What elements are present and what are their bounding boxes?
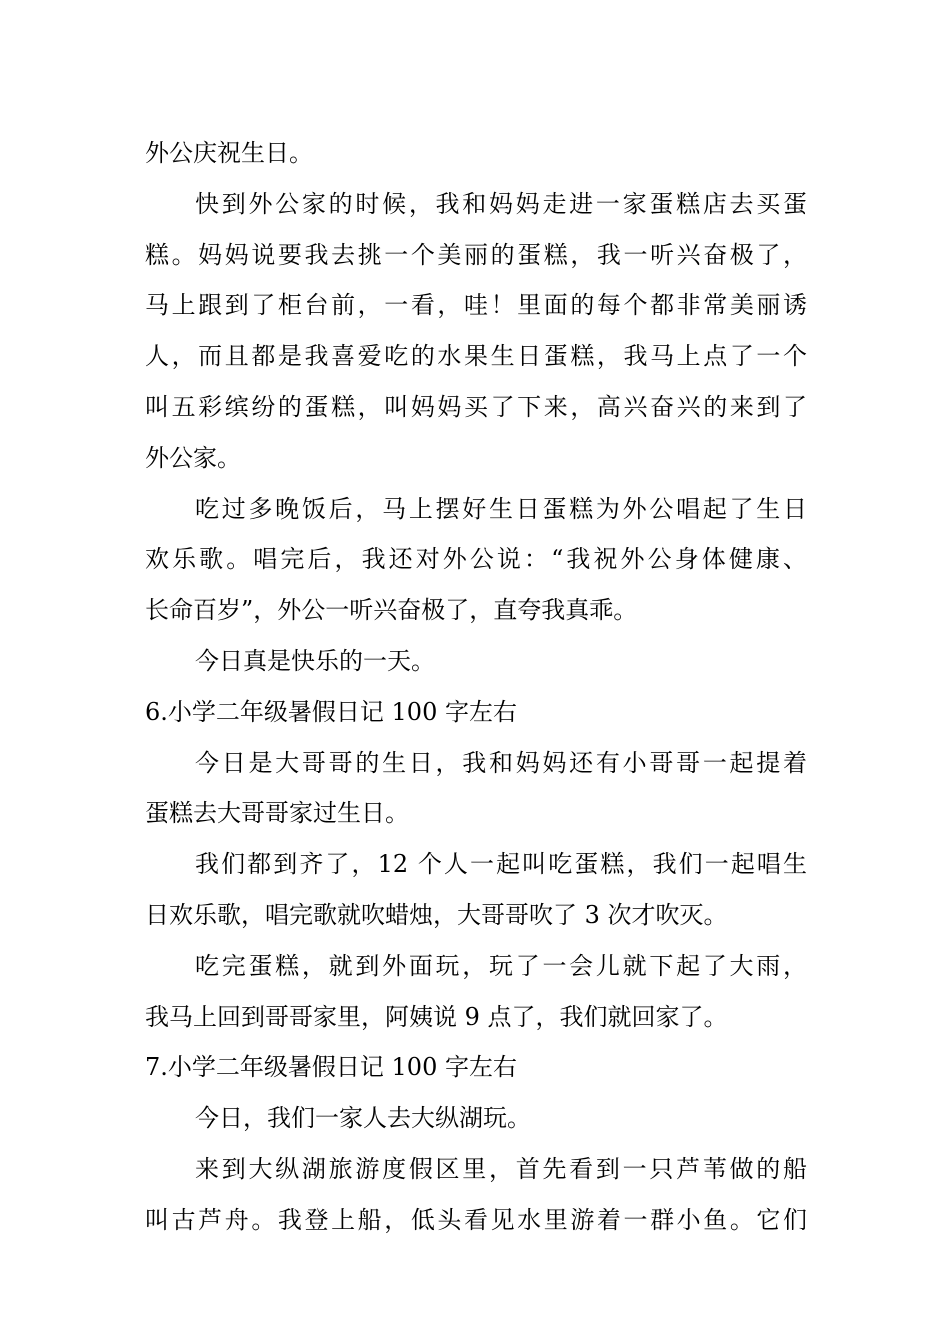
text-line-4: 马上跟到了柜台前，一看，哇！里面的每个都非常美丽诱	[145, 291, 807, 320]
section-heading-7: 7.小学二年级暑假日记 100 字左右	[145, 1053, 517, 1082]
text-line-10: 长命百岁”，外公一听兴奋极了，直夸我真乖。	[145, 596, 638, 625]
text-line-3: 糕。妈妈说要我去挑一个美丽的蛋糕，我一听兴奋极了，	[145, 240, 807, 269]
text-line-14: 蛋糕去大哥哥家过生日。	[145, 799, 409, 828]
paragraph-start-line-2: 快到外公家的时候，我和妈妈走进一家蛋糕店去买蛋	[195, 189, 807, 218]
text-line-9: 欢乐歌。唱完后，我还对外公说：“我祝外公身体健康、	[145, 545, 807, 574]
paragraph-start-line-17: 吃完蛋糕，就到外面玩，玩了一会儿就下起了大雨，	[195, 951, 807, 980]
text-line-6: 叫五彩缤纷的蛋糕，叫妈妈买了下来，高兴奋兴的来到了	[145, 392, 807, 421]
text-line-22: 叫古芦舟。我登上船，低头看见水里游着一群小鱼。它们	[145, 1205, 807, 1234]
paragraph-start-line-8: 吃过多晚饭后，马上摆好生日蛋糕为外公唱起了生日	[195, 494, 807, 523]
text-line-1: 外公庆祝生日。	[145, 139, 313, 167]
text-line-7: 外公家。	[145, 443, 241, 472]
paragraph-start-line-13: 今日是大哥哥的生日，我和妈妈还有小哥哥一起提着	[195, 748, 807, 777]
document-page	[145, 128, 807, 1246]
text-line-18: 我马上回到哥哥家里，阿姨说 9 点了，我们就回家了。	[145, 1002, 728, 1031]
paragraph-start-line-21: 来到大纵湖旅游度假区里，首先看到一只芦苇做的船	[195, 1154, 807, 1183]
paragraph-line-20: 今日，我们一家人去大纵湖玩。	[195, 1104, 531, 1133]
section-heading-6: 6.小学二年级暑假日记 100 字左右	[145, 697, 517, 726]
text-line-5: 人，而且都是我喜爱吃的水果生日蛋糕，我马上点了一个	[145, 342, 807, 371]
text-line-16: 日欢乐歌，唱完歌就吹蜡烛，大哥哥吹了 3 次才吹灭。	[145, 900, 728, 929]
paragraph-start-line-15: 我们都到齐了，12 个人一起叫吃蛋糕，我们一起唱生	[195, 850, 807, 879]
paragraph-line-11: 今日真是快乐的一天。	[195, 646, 435, 675]
